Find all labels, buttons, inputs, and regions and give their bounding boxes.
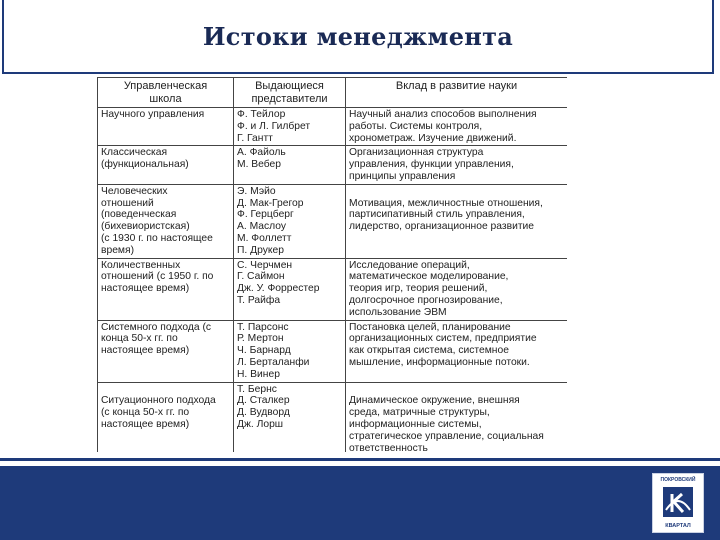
table-header-row	[98, 78, 568, 108]
table-row	[98, 146, 568, 184]
cell-line: теория игр, теория решений,	[349, 283, 488, 295]
cell-line: Дж. Лорш	[237, 418, 284, 430]
cell-school	[98, 320, 234, 382]
management-schools-table	[97, 77, 567, 452]
table-row	[98, 382, 568, 452]
cell-school	[98, 108, 234, 146]
cell-contribution	[346, 258, 568, 320]
cell-line: Ч. Барнард	[237, 345, 291, 357]
cell-line: настоящее время)	[101, 283, 190, 295]
header-line: представители	[251, 92, 328, 105]
cell-school	[98, 184, 234, 258]
cell-line: Научный анализ способов выполнения	[349, 109, 537, 120]
cell-line: Д. Сталкер	[237, 395, 290, 407]
cell-line: Ф. Герцберг	[237, 209, 294, 221]
logo	[652, 473, 704, 533]
cell-line: Ф. Тейлор	[237, 109, 286, 120]
cell-line: Г. Саймон	[237, 271, 285, 283]
cell-contribution	[346, 108, 568, 146]
footer-bar	[0, 466, 720, 540]
cell-line: организационных систем, предприятие	[349, 333, 537, 345]
cell-line: Н. Винер	[237, 368, 280, 380]
cell-people	[234, 258, 346, 320]
cell-line: Л. Берталанфи	[237, 356, 310, 368]
cell-contribution	[346, 382, 568, 452]
footer-stripe	[0, 458, 720, 461]
table-container	[97, 77, 567, 452]
cell-line: Количественных	[101, 259, 181, 271]
cell-line	[349, 186, 564, 198]
cell-line: (функциональная)	[101, 159, 189, 171]
cell-contribution	[346, 146, 568, 184]
cell-line: партисипативный стиль управления,	[349, 209, 525, 221]
cell-line: Г. Гантт	[237, 132, 273, 144]
cell-line: математическое моделирование,	[349, 271, 509, 283]
cell-school	[98, 258, 234, 320]
header-line: Вклад в развитие науки	[395, 80, 518, 92]
cell-line: Системного подхода (с	[101, 321, 212, 333]
header-people	[234, 78, 346, 108]
header-contribution	[346, 78, 568, 108]
cell-line: настоящее время)	[101, 345, 190, 357]
cell-line: Постановка целей, планирование	[349, 321, 511, 333]
cell-people	[234, 320, 346, 382]
cell-line: мышление, информационные потоки.	[349, 356, 530, 368]
cell-line: настоящее время)	[101, 418, 190, 430]
cell-line: Организационная структура	[349, 147, 484, 159]
cell-line: Д. Мак-Грегор	[237, 197, 304, 209]
cell-line: М. Вебер	[237, 159, 282, 171]
cell-people	[234, 382, 346, 452]
cell-line	[101, 384, 230, 396]
cell-line: информационные системы,	[349, 418, 482, 430]
page-title: Истоки менеджмента	[202, 22, 514, 51]
cell-line: хронометраж. Изучение движений.	[349, 132, 517, 144]
cell-line: Т. Парсонс	[237, 321, 289, 333]
cell-line: Человеческих	[101, 185, 168, 197]
cell-line: Дж. У. Форрестер	[237, 283, 320, 295]
cell-line: Т. Райфа	[237, 294, 281, 306]
table-row	[98, 258, 568, 320]
cell-line: С. Черчмен	[237, 259, 293, 271]
cell-people	[234, 108, 346, 146]
cell-contribution	[346, 184, 568, 258]
cell-line: конца 50-х гг. по	[101, 333, 178, 345]
cell-line: А. Файоль	[237, 147, 286, 159]
cell-people	[234, 146, 346, 184]
cell-line: Научного управления	[101, 109, 205, 120]
cell-line: ответственность	[349, 442, 428, 452]
header-school	[98, 78, 234, 108]
cell-line: (с конца 50-х гг. по	[101, 407, 190, 419]
table-row	[98, 320, 568, 382]
cell-line: управления, функции управления,	[349, 159, 514, 171]
cell-line: работы. Системы контроля,	[349, 120, 483, 132]
cell-line: (поведенческая	[101, 209, 177, 221]
cell-line: использование ЭВМ	[349, 306, 447, 318]
cell-line: отношений (с 1950 г. по	[101, 271, 214, 283]
cell-line: долгосрочное прогнозирование,	[349, 294, 503, 306]
table-body	[98, 108, 568, 453]
cell-line: Т. Бернс	[237, 383, 277, 395]
cell-line: Ситуационного подхода	[101, 395, 216, 407]
cell-line: Исследование операций,	[349, 259, 470, 271]
table-row	[98, 108, 568, 146]
cell-line: П. Друкер	[237, 244, 284, 256]
cell-line: отношений	[101, 197, 154, 209]
header-line: Выдающиеся	[255, 80, 324, 92]
cell-line: Мотивация, межличностные отношения,	[349, 197, 543, 209]
cell-line: время)	[101, 244, 135, 256]
cell-line: М. Фоллетт	[237, 232, 292, 244]
cell-line: принципы управления	[349, 170, 456, 182]
cell-line	[349, 384, 564, 396]
cell-line: Динамическое окружение, внешняя	[349, 395, 520, 407]
logo-emblem-icon	[662, 486, 694, 518]
cell-line: А. Маслоу	[237, 221, 287, 233]
cell-line: (бихевиористская)	[101, 221, 190, 233]
cell-line: как открытая система, системное	[349, 345, 509, 357]
table-row	[98, 184, 568, 258]
cell-school	[98, 382, 234, 452]
cell-line: Классическая	[101, 147, 168, 159]
cell-line: стратегическое управление, социальная	[349, 430, 544, 442]
cell-line: среда, матричные структуры,	[349, 407, 490, 419]
cell-line: Ф. и Л. Гилбрет	[237, 120, 311, 132]
cell-contribution	[346, 320, 568, 382]
cell-people	[234, 184, 346, 258]
logo-bottom-text: КВАРТАЛ	[665, 523, 691, 529]
header-line: Управленческая	[123, 80, 208, 92]
title-box	[2, 0, 714, 74]
cell-school	[98, 146, 234, 184]
cell-line: (с 1930 г. по настоящее	[101, 232, 213, 244]
cell-line: Э. Мэйо	[237, 185, 276, 197]
cell-line: Р. Мертон	[237, 333, 284, 345]
logo-top-text: ПОКРОВСКИЙ	[660, 477, 696, 483]
cell-line: Д. Вудворд	[237, 407, 290, 419]
header-line: школа	[149, 92, 182, 105]
cell-line: лидерство, организационное развитие	[349, 221, 535, 233]
